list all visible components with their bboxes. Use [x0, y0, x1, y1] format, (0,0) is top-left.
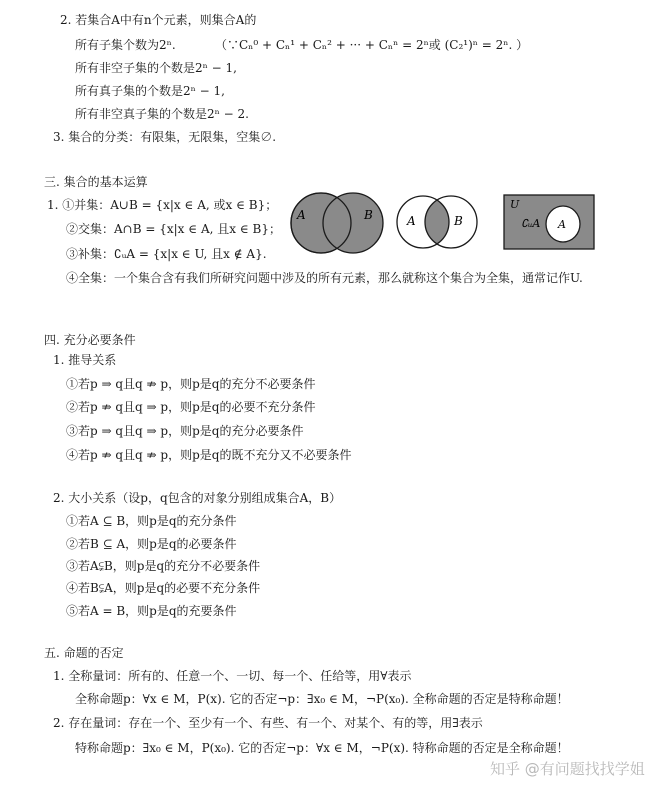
relation-4: ④若p ⇏ q且q ⇏ p，则p是q的既不充分又不必要条件	[66, 448, 352, 462]
intersection-label-a: A	[407, 214, 416, 228]
intro-note: （∵Cₙ⁰ + Cₙ¹ + Cₙ² + ··· + Cₙⁿ = 2ⁿ或 (C₂¹)ⁿ = 2ⁿ. ）	[215, 38, 529, 52]
size-relation-3: ③若A⫋B，则p是q的充分不必要条件	[66, 559, 261, 573]
universal-quantifier: 1. 全称量词：所有的、任意一个、一切、每一个、任给等，用∀表示	[53, 669, 412, 683]
intro-line-3: 所有非空子集的个数是2ⁿ − 1,	[75, 61, 237, 75]
intro-line-6: 3. 集合的分类：有限集，无限集，空集∅.	[53, 130, 277, 144]
relation-1: ①若p ⇒ q且q ⇏ p，则p是q的充分不必要条件	[66, 377, 316, 391]
section4-sub1: 1. 推导关系	[53, 353, 117, 367]
size-relation-5: ⑤若A = B，则p是q的充要条件	[66, 604, 237, 618]
intersection-definition: ②交集：A∩B = {x|x ∈ A, 且x ∈ B}；	[66, 222, 281, 236]
watermark: 知乎 @有问题找找学姐	[490, 760, 645, 778]
section4-heading: 四. 充分必要条件	[44, 333, 136, 347]
complement-label-a: A	[558, 218, 566, 231]
size-relation-1: ①若A ⊆ B，则p是q的充分条件	[66, 514, 237, 528]
complement-label-u: U	[510, 198, 520, 211]
complement-label-cua: ∁ᵤA	[521, 217, 541, 230]
union-circle-b	[323, 193, 383, 253]
intersection-label-b: B	[454, 214, 463, 228]
intersection-venn-diagram	[393, 192, 488, 252]
relation-3: ③若p ⇒ q且q ⇒ p，则p是q的充分必要条件	[66, 424, 304, 438]
complement-venn-diagram	[503, 194, 595, 250]
universal-proposition: 全称命题p：∀x ∈ M，P(x). 它的否定¬p：∃x₀ ∈ M，¬P(x₀). 全称命题的否定是特称命题！	[75, 692, 569, 706]
existential-proposition: 特称命题p：∃x₀ ∈ M，P(x₀). 它的否定¬p：∀x ∈ M，¬P(x). 特称命题的否定是全称命题！	[75, 741, 569, 755]
complement-definition: ③补集：∁ᵤA = {x|x ∈ U, 且x ∉ A}.	[66, 247, 267, 261]
existential-quantifier: 2. 存在量词：存在一个、至少有一个、有些、有一个、对某个、有的等，用∃表示	[53, 716, 483, 730]
union-label-a: A	[297, 208, 306, 222]
section5-heading: 五. 命题的否定	[44, 646, 124, 660]
intro-line-5: 所有非空真子集的个数是2ⁿ − 2.	[75, 107, 249, 121]
intro-line-2: 所有子集个数为2ⁿ.	[75, 38, 176, 52]
intro-line-1: 2. 若集合A中有n个元素，则集合A的	[60, 13, 257, 27]
intro-line-4: 所有真子集的个数是2ⁿ − 1,	[75, 84, 225, 98]
size-relation-4: ④若B⫋A，则p是q的必要不充分条件	[66, 581, 261, 595]
relation-2: ②若p ⇏ q且q ⇒ p，则p是q的必要不充分条件	[66, 400, 316, 414]
union-label-b: B	[364, 208, 373, 222]
union-definition: 1. ①并集：A∪B = {x|x ∈ A, 或x ∈ B}；	[47, 198, 278, 212]
section3-heading: 三. 集合的基本运算	[44, 175, 148, 189]
section4-sub2: 2. 大小关系（设p，q包含的对象分别组成集合A，B）	[53, 491, 342, 505]
universal-set-definition: ④全集：一个集合含有我们所研究问题中涉及的所有元素，那么就称这个集合为全集，通常记作U.	[66, 271, 583, 285]
size-relation-2: ②若B ⊆ A，则p是q的必要条件	[66, 537, 237, 551]
union-venn-diagram	[285, 188, 390, 258]
